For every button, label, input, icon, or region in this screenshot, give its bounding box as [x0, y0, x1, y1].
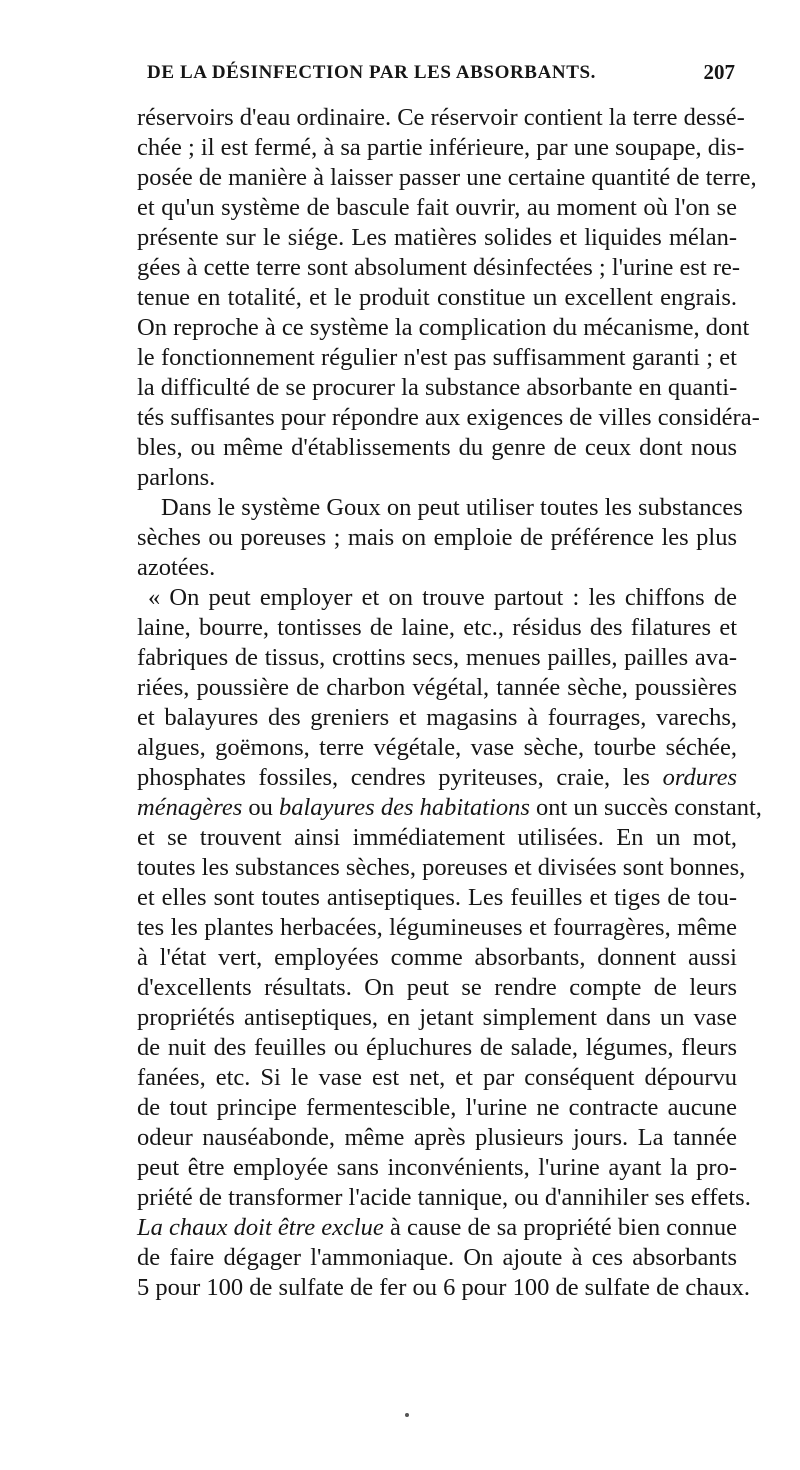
text-span: phosphates fossiles, cendres pyriteuses, craie, les [137, 764, 650, 791]
text-line: et balayures des greniers et magasins à fourrages, varechs, [137, 704, 737, 731]
text-line: présente sur le siége. Les matières solides et liquides mélan- [137, 224, 737, 251]
text-line: à l'état vert, employées comme absorbants, donnent aussi [137, 944, 737, 971]
text-line: azotées. [137, 554, 216, 581]
text-line: fabriques de tissus, crottins secs, menues pailles, pailles ava- [137, 644, 737, 671]
text-line: fanées, etc. Si le vase est net, et par conséquent dépourvu [137, 1064, 737, 1091]
italic-span: ménagères [137, 794, 243, 821]
text-line: d'excellents résultats. On peut se rendre compte de leurs [137, 974, 737, 1001]
text-line: et qu'un système de bascule fait ouvrir, au moment où l'on se [137, 194, 737, 221]
running-head [137, 62, 737, 92]
text-line: sèches ou poreuses ; mais on emploie de préférence les plus [137, 524, 737, 551]
ink-speck [405, 1413, 409, 1417]
text-line: toutes les substances sèches, poreuses et divisées sont bonnes, [137, 854, 746, 881]
text-line: de tout principe fermentescible, l'urine ne contracte aucune [137, 1094, 737, 1121]
text-line: propriétés antiseptiques, en jetant simplement dans un vase [137, 1004, 737, 1031]
text-line: parlons. [137, 464, 216, 491]
text-span: à cause de sa propriété bien connue [383, 1214, 737, 1241]
text-line: la difficulté de se procurer la substance absorbante en quanti- [137, 374, 738, 401]
text-line: et elles sont toutes antiseptiques. Les feuilles et tiges de tou- [137, 884, 737, 911]
running-title: DE LA DÉSINFECTION PAR LES ABSORBANTS. [147, 62, 597, 83]
text-line: tés suffisantes pour répondre aux exigences de villes considéra- [137, 404, 760, 431]
text-line: laine, bourre, tontisses de laine, etc., résidus des filatures et [137, 614, 737, 641]
text-line: réservoirs d'eau ordinaire. Ce réservoir contient la terre dessé- [137, 104, 745, 131]
text-line: le fonctionnement régulier n'est pas suffisamment garanti ; et [137, 344, 737, 371]
text-line [137, 793, 762, 823]
text-line: algues, goëmons, terre végétale, vase sèche, tourbe séchée, [137, 734, 737, 761]
text-line: Dans le système Goux on peut utiliser toutes les substances [161, 494, 743, 521]
italic-span: La chaux doit être exclue [137, 1214, 384, 1241]
text-line: et se trouvent ainsi immédiatement utilisées. En un mot, [137, 824, 737, 851]
text-line: posée de manière à laisser passer une certaine quantité de terre, [137, 164, 757, 191]
text-line: de nuit des feuilles ou épluchures de salade, légumes, fleurs [137, 1034, 737, 1061]
text-line: « On peut employer et on trouve partout : les chiffons de [148, 584, 737, 611]
text-line: peut être employée sans inconvénients, l'urine ayant la pro- [137, 1154, 737, 1181]
italic-span: balayures des habitations [278, 794, 530, 821]
text-line: priété de transformer l'acide tannique, ou d'annihiler ses effets. [137, 1184, 751, 1211]
text-line [137, 763, 737, 793]
text-line: 5 pour 100 de sulfate de fer ou 6 pour 100 de sulfate de chaux. [137, 1274, 750, 1301]
text-line: On reproche à ce système la complication du mécanisme, dont [137, 314, 750, 341]
text-line: chée ; il est fermé, à sa partie inférieure, par une soupape, dis- [137, 134, 745, 161]
text-span: ou [242, 794, 279, 821]
text-line: tes les plantes herbacées, légumineuses et fourragères, même [137, 914, 737, 941]
text-line: odeur nauséabonde, même après plusieurs jours. La tannée [137, 1124, 737, 1151]
text-span: ont un succès constant, [529, 794, 762, 821]
text-line [137, 1213, 737, 1243]
text-line: tenue en totalité, et le produit constitue un excellent engrais. [137, 284, 737, 311]
text-line: bles, ou même d'établissements du genre de ceux dont nous [137, 434, 737, 461]
text-line: gées à cette terre sont absolument désinfectées ; l'urine est re- [137, 254, 741, 281]
text-line: riées, poussière de charbon végétal, tannée sèche, poussières [137, 674, 737, 701]
italic-span: ordures [662, 764, 738, 791]
text-line: de faire dégager l'ammoniaque. On ajoute à ces absorbants [137, 1244, 737, 1271]
page-number: 207 [703, 60, 735, 84]
